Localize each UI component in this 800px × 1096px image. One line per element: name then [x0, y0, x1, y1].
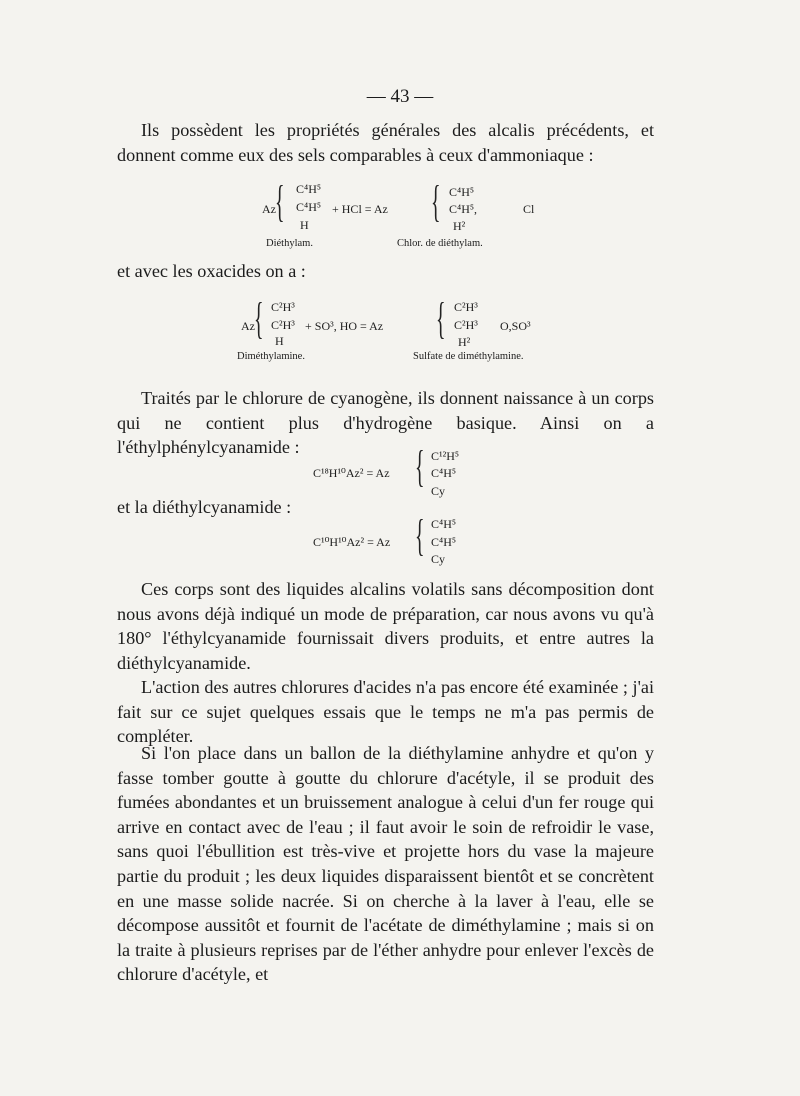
- formula1-right-brace: {: [431, 177, 441, 226]
- formula4-row2: C⁴H⁵: [431, 535, 457, 549]
- paragraph-5: Ces corps sont des liquides alcalins volatils sans décomposition dont nous avons déjà indiqué un mode de préparation, car nous avons vu qu'à 180° l'éthylcyanamide fournissait divers produits, et entre autres la diéthylcyanamide.: [117, 579, 654, 673]
- formula2-right-row1: C²H³: [454, 300, 478, 314]
- formula2-caption-right: Sulfate de diméthylamine.: [413, 351, 524, 362]
- paragraph-2: et avec les oxacides on a :: [117, 261, 306, 281]
- paragraph-3: Traités par le chlorure de cyanogène, ils donnent naissance à un corps qui ne contient plus d'hydrogène basique. Ainsi on a l'éthylphénylcyanamide :: [117, 388, 654, 458]
- formula2-suffix: O,SO³: [500, 319, 531, 333]
- formula2-right-row3: H²: [458, 335, 471, 349]
- paragraph-7: Si l'on place dans un ballon de la diéthylamine anhydre et qu'on y fasse tomber goutte à goutte du chlorure d'acétyle, il se produit des fumées abondantes et un bruissement analogue à celui d'un fer rouge qui arrive en contact avec de l'eau ; il faut avoir le soin de refroidir le vase, sans quoi l'ébullition est très-vive et projette hors du vase la majeure partie du produit ; les deux liquides disparaissent bientôt et se concrètent en une masse solide nacrée. Si on cherche à la laver à l'eau, elle se décompose aussitôt et fournit de l'acétate de diméthylamine ; mais si on la traite à plusieurs reprises par de l'éther anhydre pour enlever l'excès de chlorure d'acétyle, et: [117, 743, 654, 985]
- formula1-right-row3: H²: [453, 219, 466, 233]
- formula2-left-row3: H: [275, 334, 284, 348]
- formula2-az: Az: [241, 319, 255, 333]
- formula2-left-row1: C²H³: [271, 300, 295, 314]
- formula2-operator: + SO³, HO = Az: [305, 319, 384, 333]
- formula3-brace: {: [415, 442, 425, 491]
- formula2-caption-left: Diméthylamine.: [237, 351, 305, 362]
- formula2-right-row2: C²H³: [454, 318, 478, 332]
- formula3-row1: C¹²H⁵: [431, 449, 460, 463]
- formula4-brace: {: [415, 511, 425, 560]
- formula1-left-row1: C⁴H⁵: [296, 182, 322, 196]
- formula2-right-brace: {: [436, 294, 446, 343]
- paragraph-4: et la diéthylcyanamide :: [117, 497, 292, 517]
- formula1-operator: + HCl = Az: [332, 202, 388, 216]
- formula3-row3: Cy: [431, 484, 446, 498]
- formula1-suffix: Cl: [523, 202, 535, 216]
- formula1-left-brace: {: [275, 177, 285, 226]
- paragraph-6: L'action des autres chlorures d'acides n'a pas encore été examinée ; j'ai fait sur ce sujet quelques essais que le temps ne m'a pas permis de compléter.: [117, 677, 654, 747]
- formula1-caption-left: Diéthylam.: [266, 238, 313, 249]
- formula4-lhs: C¹⁰H¹⁰Az² = Az: [313, 535, 391, 549]
- formula1-right-row2: C⁴H⁵,: [449, 202, 478, 216]
- formula3-row2: C⁴H⁵: [431, 466, 457, 480]
- paragraph-1: Ils possèdent les propriétés générales des alcalis précédents, et donnent comme eux des sels comparables à ceux d'ammoniaque :: [117, 120, 654, 165]
- formula1-left-row3: H: [300, 218, 309, 232]
- formula1-caption-right: Chlor. de diéthylam.: [397, 238, 483, 249]
- page-number: — 43 —: [366, 86, 434, 107]
- formula4-row1: C⁴H⁵: [431, 517, 457, 531]
- formula2-left-brace: {: [254, 294, 264, 343]
- formula3-lhs: C¹⁸H¹⁰Az² = Az: [313, 466, 390, 480]
- formula4-row3: Cy: [431, 552, 446, 566]
- formula1-right-row1: C⁴H⁵: [449, 185, 475, 199]
- formula2-left-row2: C²H³: [271, 318, 295, 332]
- formula1-az: Az: [262, 202, 276, 216]
- formula1-left-row2: C⁴H⁵: [296, 200, 322, 214]
